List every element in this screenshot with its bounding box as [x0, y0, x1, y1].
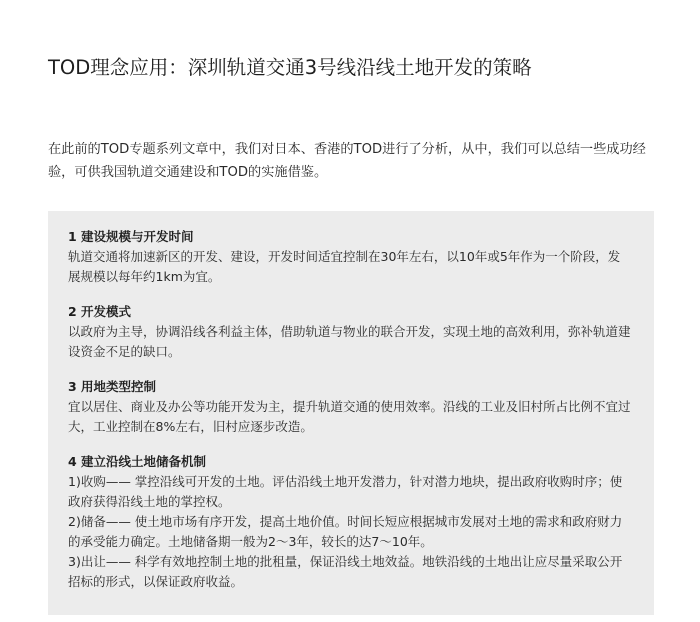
article: [48, 0, 654, 615]
section-heading: 2 开发模式: [68, 304, 132, 319]
section-development-mode: [68, 302, 632, 362]
article-intro: 在此前的TOD专题系列文章中，我们对日本、香港的TOD进行了分析，从中，我们可以总结一些成功经验，可供我国轨道交通建设和TOD的实施借鉴。: [48, 142, 646, 180]
article-title: TOD理念应用：深圳轨道交通3号线沿线土地开发的策略: [48, 56, 532, 79]
section-body: 宜以居住、商业及办公等功能开发为主，提升轨道交通的使用效率。沿线的工业及旧村所占比例不宜过大，工业控制在8%左右，旧村应逐步改造。: [68, 399, 631, 434]
list-item-transfer: 3)出让—— 科学有效地控制土地的批租量，保证沿线土地效益。地铁沿线的土地出让应尽量采取公开招标的形式，以保证政府收益。: [68, 554, 623, 589]
section-heading: 1 建设规模与开发时间: [68, 229, 194, 244]
list-item-acquisition: 1)收购—— 掌控沿线可开发的土地。评估沿线土地开发潜力，针对潜力地块，提出政府收购时序；使政府获得沿线土地的掌控权。: [68, 474, 623, 509]
section-body: 以政府为主导，协调沿线各利益主体，借助轨道与物业的联合开发，实现土地的高效利用，弥补轨道建设资金不足的缺口。: [68, 324, 631, 359]
list-item-reserve: 2)储备—— 使土地市场有序开发，提高土地价值。时间长短应根据城市发展对土地的需求和政府财力的承受能力确定。土地储备期一般为2～3年，较长的达7～10年。: [68, 514, 623, 549]
section-land-reserve-mechanism: [68, 452, 632, 592]
section-scale-and-timing: [68, 227, 632, 287]
section-body: 轨道交通将加速新区的开发、建设，开发时间适宜控制在30年左右，以10年或5年作为一个阶段，发展规模以每年约1km为宜。: [68, 249, 621, 284]
section-land-use-control: [68, 377, 632, 437]
section-heading: 3 用地类型控制: [68, 379, 157, 394]
section-heading: 4 建立沿线土地储备机制: [68, 454, 207, 469]
strategy-summary-box: [48, 211, 654, 615]
